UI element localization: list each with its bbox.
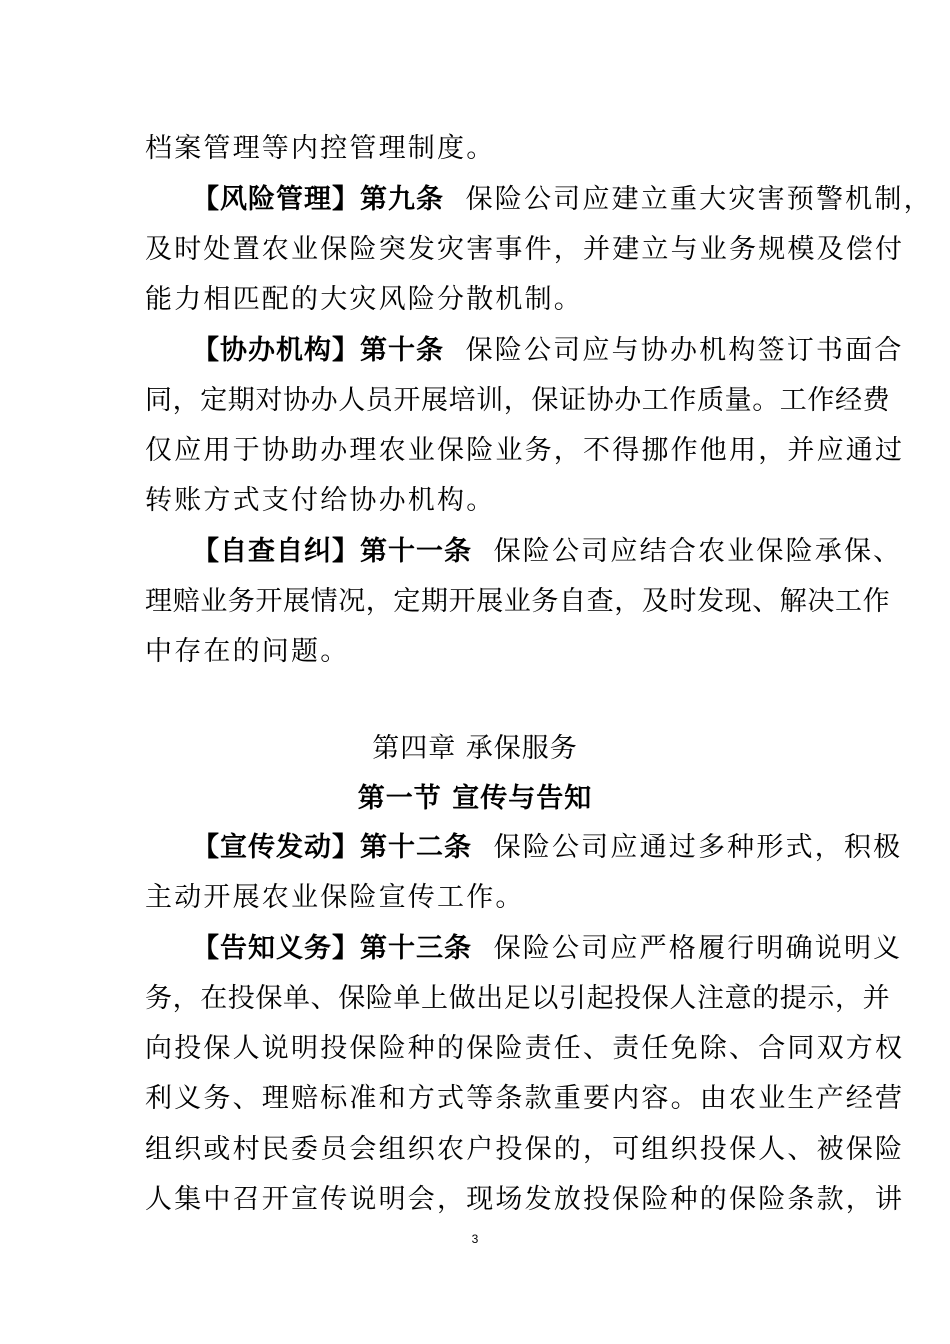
paragraph-line: 及时处置农业保险突发灾害事件，并建立与业务规模及偿付 — [145, 234, 905, 265]
article-number: 第十一条 — [360, 536, 472, 567]
paragraph-line: 人集中召开宣传说明会，现场发放投保险种的保险条款，讲 — [145, 1184, 905, 1215]
paragraph-line: 转账方式支付给协办机构。 — [145, 485, 496, 516]
article-number: 第十条 — [360, 335, 444, 366]
chapter-title: 第四章 承保服务 — [372, 733, 578, 764]
paragraph-line: 仅应用于协助办理农业保险业务，不得挪作他用，并应通过 — [145, 435, 905, 466]
paragraph-line: 同，定期对协办人员开展培训，保证协办工作质量。工作经费 — [145, 385, 891, 416]
article-tag: 【风险管理】 — [192, 184, 360, 215]
article-13-first-line: 【告知义务】第十三条 保险公司应严格履行明确说明义 — [192, 933, 903, 964]
paragraph-line: 务，在投保单、保险单上做出足以引起投保人注意的提示，并 — [145, 983, 891, 1014]
paragraph-line: 档案管理等内控管理制度。 — [145, 133, 496, 164]
paragraph-line: 向投保人说明投保险种的保险责任、责任免除、合同双方权 — [145, 1033, 905, 1064]
article-tag: 【告知义务】 — [192, 933, 360, 964]
article-number: 第十三条 — [360, 933, 472, 964]
paragraph-line: 组织或村民委员会组织农户投保的，可组织投保人、被保险 — [145, 1134, 905, 1165]
paragraph-line: 中存在的问题。 — [145, 636, 350, 667]
paragraph-line: 理赔业务开展情况，定期开展业务自查，及时发现、解决工作 — [145, 586, 891, 617]
paragraph-line: 主动开展农业保险宣传工作。 — [145, 882, 525, 913]
article-10-first-line: 【协办机构】第十条 保险公司应与协办机构签订书面合 — [192, 335, 904, 366]
section-title: 第一节 宣传与告知 — [357, 783, 593, 814]
article-tag: 【协办机构】 — [192, 335, 360, 366]
paragraph-line: 利义务、理赔标准和方式等条款重要内容。由农业生产经营 — [145, 1083, 905, 1114]
page-number: 3 — [471, 1232, 479, 1246]
article-11-first-line: 【自查自纠】第十一条 保险公司应结合农业保险承保、 — [192, 536, 903, 567]
article-9-first-line: 【风险管理】第九条 保险公司应建立重大灾害预警机制， — [192, 184, 933, 215]
article-tag: 【自查自纠】 — [192, 536, 360, 567]
article-12-first-line: 【宣传发动】第十二条 保险公司应通过多种形式，积极 — [192, 832, 903, 863]
article-number: 第十二条 — [360, 832, 472, 863]
paragraph-line: 能力相匹配的大灾风险分散机制。 — [145, 284, 583, 315]
article-number: 第九条 — [360, 184, 444, 215]
article-tag: 【宣传发动】 — [192, 832, 360, 863]
